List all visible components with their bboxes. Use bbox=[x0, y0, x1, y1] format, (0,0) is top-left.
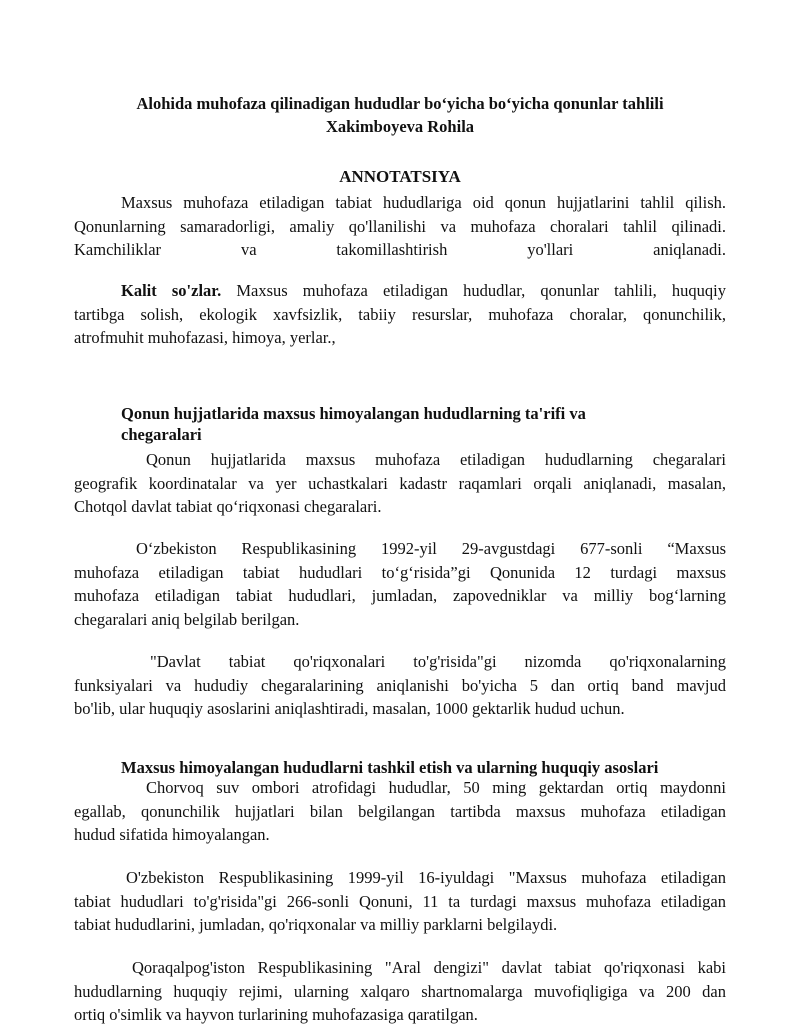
paragraph-line: Chorvoq suv ombori atrofidagi hududlar, 50 ming gektardan ortiq maydonni bbox=[146, 778, 726, 797]
paragraph-line: muhofaza etiladigan tabiat hududlari, jumladan, zapovedniklar va milliy bog‘larning bbox=[74, 586, 726, 605]
keywords-paragraph bbox=[74, 279, 726, 350]
body-paragraph bbox=[74, 537, 726, 631]
paragraph-line: O‘zbekiston Respublikasining 1992-yil 29-avgustdagi 677-sonli “Maxsus bbox=[136, 539, 726, 558]
paragraph-line: muhofaza etiladigan tabiat hududlari to‘g‘risida”gi Qonunida 12 turdagi maxsus bbox=[74, 562, 726, 582]
paragraph-line: geografik koordinatalar va yer uchastkalari kadastr raqamlari orqali aniqlanadi, masalan, bbox=[74, 473, 726, 493]
body-paragraph bbox=[74, 956, 726, 1027]
paragraph-line: ortiq o'simlik va hayvon turlarining muhofazasiga qaratilgan. bbox=[74, 1005, 478, 1024]
body-paragraph bbox=[74, 776, 726, 847]
annotation-paragraph bbox=[74, 191, 726, 262]
keywords-line: tartibga solish, ekologik xavfsizlik, tabiiy resurslar, muhofaza choralar, qonunchilik, bbox=[74, 304, 726, 324]
paragraph-line: hududlarning huquqiy rejimi, ularning xalqaro shartnomalarga muvofiqligiga va 200 dan bbox=[74, 981, 726, 1001]
section-heading-line: chegaralari bbox=[121, 425, 202, 444]
paragraph-line: Qoraqalpog'iston Respublikasining "Aral dengizi" davlat tabiat qo'riqxonasi kabi bbox=[132, 958, 726, 977]
paragraph-line: tabiat hududlarini, jumladan, qo'riqxonalar va milliy parklarni belgilaydi. bbox=[74, 915, 558, 934]
annotation-line: Kamchiliklar va takomillashtirish yo'llari aniqlanadi. bbox=[74, 240, 726, 259]
paragraph-line: tabiat hududlari to'g'risida"gi 266-sonli Qonuni, 11 ta turdagi maxsus muhofaza etiladigan bbox=[74, 891, 726, 911]
author-name: Xakimboyeva Rohila bbox=[325, 117, 475, 136]
paragraph-line: chegaralari aniq belgilab berilgan. bbox=[74, 609, 300, 629]
paragraph-line: hudud sifatida himoyalangan. bbox=[74, 825, 270, 844]
paragraph-line: funksiyalari va hududiy chegaralarining aniqlanishi bo'yicha 5 dan ortiq band mavjud bbox=[74, 675, 726, 695]
body-paragraph bbox=[74, 650, 726, 721]
section-heading: Maxsus himoyalangan hududlarni tashkil etish va ularning huquqiy asoslari bbox=[121, 758, 659, 777]
keywords-line bbox=[74, 279, 726, 303]
paragraph-line: "Davlat tabiat qo'riqxonalari to'g'risida"gi nizomda qo'riqxonalarning bbox=[150, 652, 726, 671]
document-title: Alohida muhofaza qilinadigan hududlar bo‘yicha bo‘yicha qonunlar tahlili bbox=[136, 94, 664, 113]
annotation-line: Maxsus muhofaza etiladigan tabiat hududlariga oid qonun hujjatlarini tahlil qilish. bbox=[121, 193, 726, 212]
annotation-line: Qonunlarning samaradorligi, amaliy qo'llanilishi va muhofaza choralari tahlil qilinadi. bbox=[74, 216, 726, 236]
body-paragraph bbox=[74, 866, 726, 937]
section-heading bbox=[121, 403, 726, 445]
keywords-label: Kalit so'zlar. bbox=[121, 281, 222, 300]
body-paragraph bbox=[74, 448, 726, 519]
paragraph-line: Chotqol davlat tabiat qo‘riqxonasi chegaralari. bbox=[74, 497, 382, 516]
keywords-line: atrofmuhit muhofazasi, himoya, yerlar., bbox=[74, 328, 336, 347]
section-heading-line: Qonun hujjatlarida maxsus himoyalangan hududlarning ta'rifi va bbox=[121, 404, 586, 423]
annotation-heading: ANNOTATSIYA bbox=[339, 167, 461, 186]
paragraph-line: bo'lib, ular huquqiy asoslarini aniqlashtiradi, masalan, 1000 gektarlik hudud uchun. bbox=[74, 699, 625, 718]
paragraph-line: O'zbekiston Respublikasining 1999-yil 16-iyuldagi "Maxsus muhofaza etiladigan bbox=[126, 868, 726, 887]
keywords-text: Maxsus muhofaza etiladigan hududlar, qonunlar tahlili, huquqiy bbox=[221, 281, 726, 300]
paragraph-line: Qonun hujjatlarida maxsus muhofaza etiladigan hududlarning chegaralari bbox=[146, 450, 726, 469]
paragraph-line: egallab, qonunchilik hujjatlari bilan belgilangan tartibda maxsus muhofaza etiladigan bbox=[74, 801, 726, 821]
